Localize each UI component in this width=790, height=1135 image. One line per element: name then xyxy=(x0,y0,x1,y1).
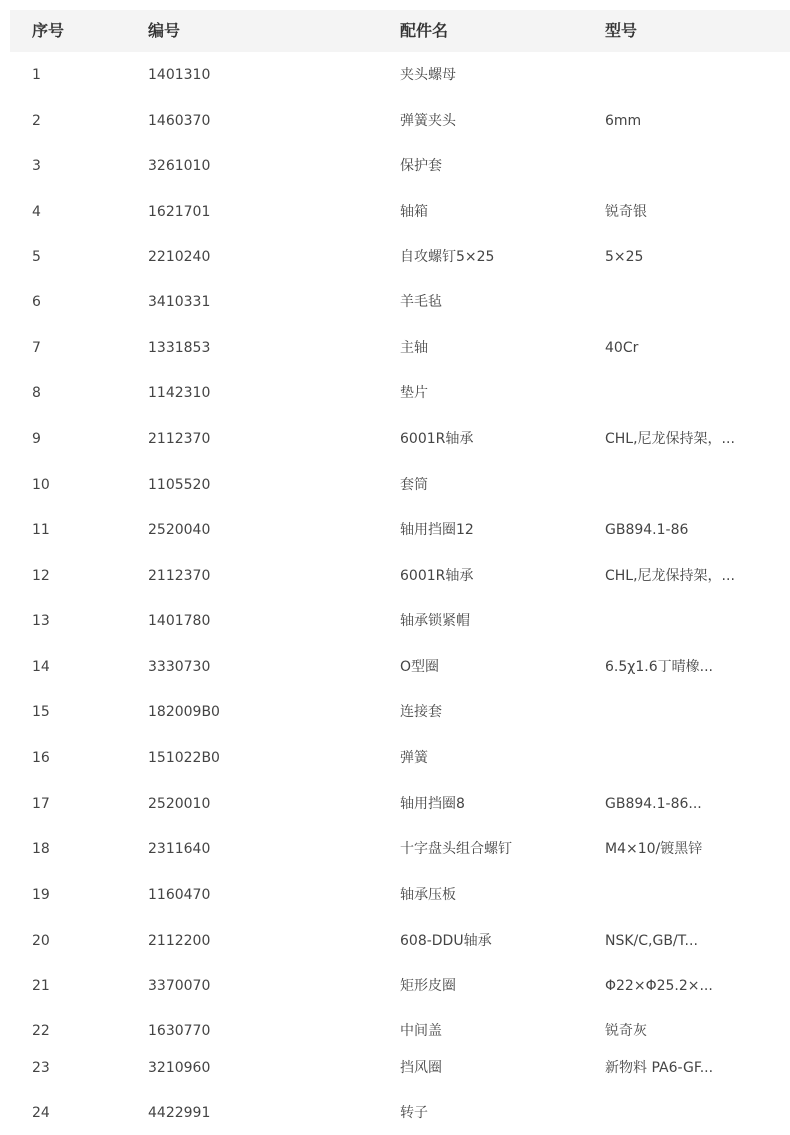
row-model xyxy=(605,880,785,910)
table-row xyxy=(0,515,790,545)
table-row xyxy=(0,880,790,910)
row-model: GB894.1-86... xyxy=(605,796,702,812)
row-model xyxy=(605,606,785,636)
header-seq: 序号 xyxy=(32,21,65,40)
row-seq: 9 xyxy=(32,431,41,447)
row-seq: 6 xyxy=(32,294,41,310)
row-code: 2311640 xyxy=(148,841,211,857)
row-model xyxy=(605,1098,785,1128)
row-part-name: 主轴 xyxy=(400,340,428,356)
row-code: 2520010 xyxy=(148,796,211,812)
row-model: 锐奇银 xyxy=(605,204,647,220)
table-header-row xyxy=(10,10,790,52)
table-row xyxy=(0,424,790,454)
row-model: 锐奇灰 xyxy=(605,1023,647,1039)
row-code: 2520040 xyxy=(148,522,211,538)
table-row xyxy=(0,561,790,591)
row-model: 5×25 xyxy=(605,249,644,265)
row-seq: 3 xyxy=(32,158,41,174)
row-model xyxy=(605,697,785,727)
row-part-name: 挡风圈 xyxy=(400,1060,442,1076)
row-model: GB894.1-86 xyxy=(605,522,689,538)
row-seq: 24 xyxy=(32,1105,50,1121)
row-code: 3330730 xyxy=(148,659,211,675)
row-part-name: O型圈 xyxy=(400,659,440,675)
row-seq: 11 xyxy=(32,522,50,538)
row-seq: 7 xyxy=(32,340,41,356)
row-part-name: 套筒 xyxy=(400,477,428,493)
table-row xyxy=(0,1016,790,1046)
row-part-name: 轴用挡圈8 xyxy=(400,796,465,812)
row-code: 3261010 xyxy=(148,158,211,174)
row-model xyxy=(605,287,785,317)
table-row xyxy=(0,151,790,181)
row-code: 3370070 xyxy=(148,978,211,994)
header-code: 编号 xyxy=(148,21,181,40)
row-part-name: 6001R轴承 xyxy=(400,568,474,584)
row-part-name: 弹簧夹头 xyxy=(400,113,456,129)
row-seq: 21 xyxy=(32,978,50,994)
row-part-name: 自攻螺钉5×25 xyxy=(400,249,495,265)
row-seq: 14 xyxy=(32,659,50,675)
row-seq: 4 xyxy=(32,204,41,220)
table-row xyxy=(0,743,790,773)
row-seq: 1 xyxy=(32,67,41,83)
row-part-name: 中间盖 xyxy=(400,1023,442,1039)
row-part-name: 弹簧 xyxy=(400,750,428,766)
row-seq: 18 xyxy=(32,841,50,857)
row-code: 2112370 xyxy=(148,568,211,584)
table-row xyxy=(0,333,790,363)
row-seq: 22 xyxy=(32,1023,50,1039)
row-seq: 10 xyxy=(32,477,50,493)
header-model: 型号 xyxy=(605,21,638,40)
row-model: 6.5χ1.6丁晴橡... xyxy=(605,659,713,675)
table-row xyxy=(0,652,790,682)
row-seq: 19 xyxy=(32,887,50,903)
row-code: 4422991 xyxy=(148,1105,211,1121)
row-part-name: 转子 xyxy=(400,1105,428,1121)
row-model: Φ22×Φ25.2×... xyxy=(605,978,713,994)
row-part-name: 羊毛毡 xyxy=(400,294,442,310)
row-seq: 8 xyxy=(32,385,41,401)
row-model xyxy=(605,151,785,181)
table-row xyxy=(0,197,790,227)
row-model: 40Cr xyxy=(605,340,639,356)
table-row xyxy=(0,470,790,500)
row-model xyxy=(605,378,785,408)
row-model: M4×10/镀黑锌 xyxy=(605,841,703,857)
row-model xyxy=(605,470,785,500)
row-seq: 20 xyxy=(32,933,50,949)
row-seq: 2 xyxy=(32,113,41,129)
table-row xyxy=(0,378,790,408)
row-model xyxy=(605,60,785,90)
table-row xyxy=(0,242,790,272)
row-seq: 16 xyxy=(32,750,50,766)
row-seq: 23 xyxy=(32,1060,50,1076)
row-part-name: 轴承压板 xyxy=(400,887,456,903)
row-model xyxy=(605,743,785,773)
row-code: 1460370 xyxy=(148,113,211,129)
row-part-name: 连接套 xyxy=(400,704,442,720)
table-row xyxy=(0,971,790,1001)
row-part-name: 轴承锁紧帽 xyxy=(400,613,470,629)
row-code: 1621701 xyxy=(148,204,211,220)
row-code: 151022B0 xyxy=(148,750,220,766)
table-row xyxy=(0,60,790,90)
row-part-name: 夹头螺母 xyxy=(400,67,456,83)
row-model: NSK/C,GB/T... xyxy=(605,933,698,949)
table-row xyxy=(0,697,790,727)
row-part-name: 轴箱 xyxy=(400,204,428,220)
row-model: 6mm xyxy=(605,113,642,129)
row-seq: 13 xyxy=(32,613,50,629)
row-code: 1401780 xyxy=(148,613,211,629)
row-seq: 17 xyxy=(32,796,50,812)
row-part-name: 轴用挡圈12 xyxy=(400,522,474,538)
row-code: 3410331 xyxy=(148,294,211,310)
row-code: 1160470 xyxy=(148,887,211,903)
table-row xyxy=(0,926,790,956)
table-row xyxy=(0,1053,790,1083)
table-row xyxy=(0,834,790,864)
row-part-name: 十字盘头组合螺钉 xyxy=(400,841,512,857)
row-model: CHL,尼龙保持架，... xyxy=(605,568,735,584)
row-part-name: 垫片 xyxy=(400,385,428,401)
row-seq: 15 xyxy=(32,704,50,720)
table-row xyxy=(0,1098,790,1128)
row-code: 1401310 xyxy=(148,67,211,83)
row-code: 1105520 xyxy=(148,477,211,493)
row-model: CHL,尼龙保持架，... xyxy=(605,431,735,447)
row-code: 2112370 xyxy=(148,431,211,447)
row-seq: 5 xyxy=(32,249,41,265)
row-code: 2210240 xyxy=(148,249,211,265)
row-code: 3210960 xyxy=(148,1060,211,1076)
table-row xyxy=(0,106,790,136)
row-code: 1331853 xyxy=(148,340,211,356)
row-part-name: 保护套 xyxy=(400,158,442,174)
table-row xyxy=(0,789,790,819)
row-code: 182009B0 xyxy=(148,704,220,720)
table-row xyxy=(0,606,790,636)
row-code: 1142310 xyxy=(148,385,211,401)
table-row xyxy=(0,287,790,317)
row-part-name: 6001R轴承 xyxy=(400,431,474,447)
header-part-name: 配件名 xyxy=(400,21,449,40)
row-code: 2112200 xyxy=(148,933,211,949)
row-part-name: 矩形皮圈 xyxy=(400,978,456,994)
row-seq: 12 xyxy=(32,568,50,584)
row-code: 1630770 xyxy=(148,1023,211,1039)
row-part-name: 608-DDU轴承 xyxy=(400,933,492,949)
row-model: 新物料 PA6-GF... xyxy=(605,1060,714,1076)
